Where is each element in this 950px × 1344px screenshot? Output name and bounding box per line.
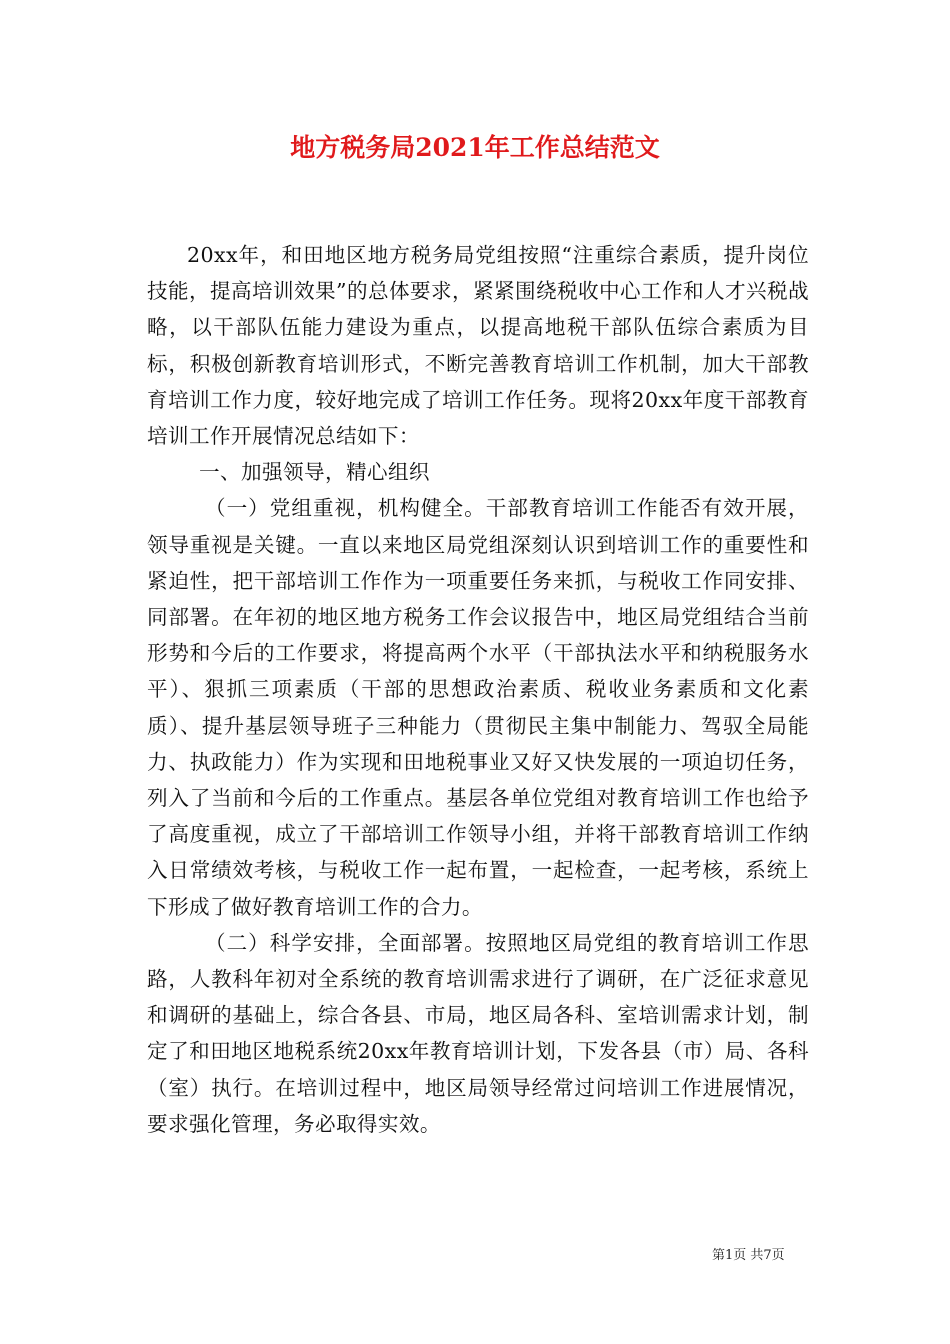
document-body — [147, 237, 809, 1142]
section-heading-1: 一、加强领导，精心组织 — [199, 460, 430, 485]
document-title: 地方税务局2021年工作总结范文 — [290, 133, 660, 162]
page-number-footer: 第1页 共7页 — [712, 1248, 785, 1263]
subsection-paragraph-1: （一）党组重视，机构健全。干部教育培训工作能否有效开展，领导重视是关键。一直以来地区局党组深刻认识到培训工作的重要性和紧迫性，把干部培训工作作为一项重要任务来抓，与税收工作同安排、同部署。在年初的地区地方税务工作会议报告中，地区局党组结合当前形势和今后的工作要求，将提高两个水平（干部执法水平和纳税服务水平）、狠抓三项素质（干部的思想政治素质、税收业务素质和文化素质）、提升基层领导班子三种能力（贯彻民主集中制能力、驾驭全局能力、执政能力）作为实现和田地税事业又好又快发展的一项迫切任务，列入了当前和今后的工作重点。基层各单位党组对教育培训工作也给予了高度重视，成立了干部培训工作领导小组，并将干部教育培训工作纳入日常绩效考核，与税收工作一起布置，一起检查，一起考核，系统上下形成了做好教育培训工作的合力。 — [147, 496, 809, 919]
subsection-paragraph-2: （二）科学安排，全面部署。按照地区局党组的教育培训工作思路，人教科年初对全系统的教育培训需求进行了调研，在广泛征求意见和调研的基础上，综合各县、市局，地区局各科、室培训需求计划，制定了和田地区地税系统20xx年教育培训计划，下发各县（市）局、各科（室）执行。在培训过程中，地区局领导经常过问培训工作进展情况，要求强化管理，务必取得实效。 — [147, 930, 809, 1136]
intro-paragraph: 20xx年，和田地区地方税务局党组按照“注重综合素质，提升岗位技能，提高培训效果”的总体要求，紧紧围绕税收中心工作和人才兴税战略，以干部队伍能力建设为重点，以提高地税干部队伍综合素质为目标，积极创新教育培训形式，不断完善教育培训工作机制，加大干部教育培训工作力度，较好地完成了培训工作任务。现将20xx年度干部教育培训工作开展情况总结如下： — [147, 243, 809, 449]
